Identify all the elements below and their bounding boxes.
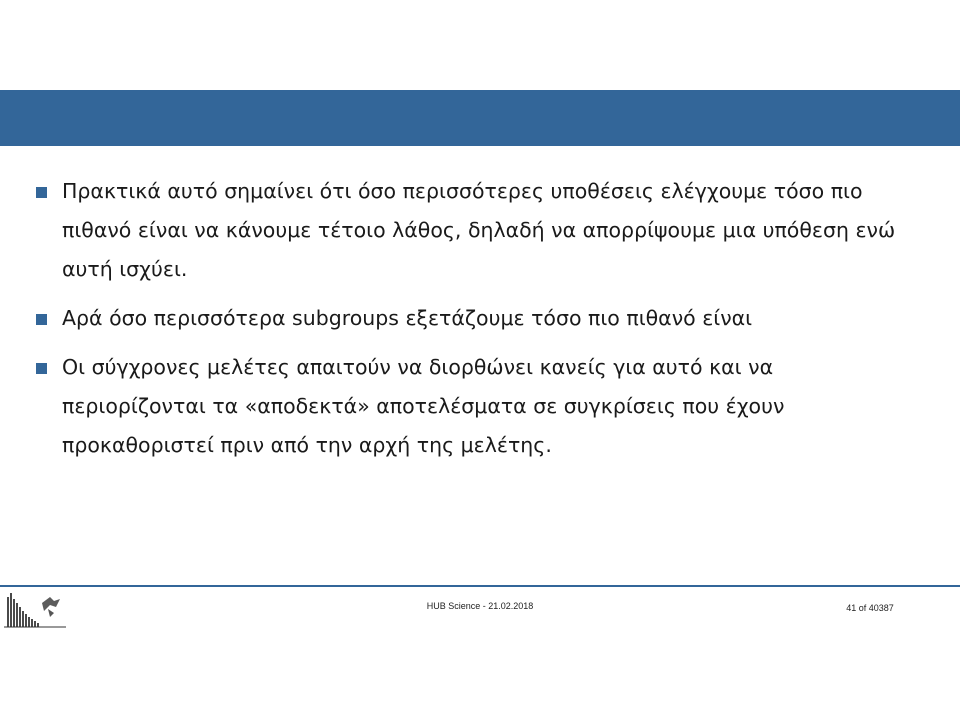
footer-event-label: HUB Science - 21.02.2018 xyxy=(426,601,534,611)
title-band xyxy=(0,90,960,146)
bullet-item xyxy=(36,299,916,338)
bullet-text: Οι σύγχρονες μελέτες απαιτούν να διορθώνει κανείς για αυτό και να περιορίζονται τα «αποδεκτά» αποτελέσματα σε συγκρίσεις που έχουν προκαθοριστεί πριν από την αρχή της μελέτης. xyxy=(62,355,785,457)
bullet-text: Αρά όσο περισσότερα subgroups εξετάζουμε τόσο πιο πιθανό είναι xyxy=(62,306,753,330)
page-counter: 41 of 40387 xyxy=(846,603,894,613)
bullet-item xyxy=(36,348,916,465)
square-bullet-icon xyxy=(36,187,47,198)
histogram-logo-icon xyxy=(4,589,66,629)
slide-content xyxy=(36,172,916,475)
footer-divider xyxy=(0,585,960,587)
square-bullet-icon xyxy=(36,363,47,374)
square-bullet-icon xyxy=(36,314,47,325)
bullet-text: Πρακτικά αυτό σημαίνει ότι όσο περισσότερες υποθέσεις ελέγχουμε τόσο πιο πιθανό είναι να κάνουμε τέτοιο λάθος, δηλαδή να απορρίψουμε μια υπόθεση ενώ αυτή ισχύει. xyxy=(62,179,896,281)
bullet-item xyxy=(36,172,916,289)
